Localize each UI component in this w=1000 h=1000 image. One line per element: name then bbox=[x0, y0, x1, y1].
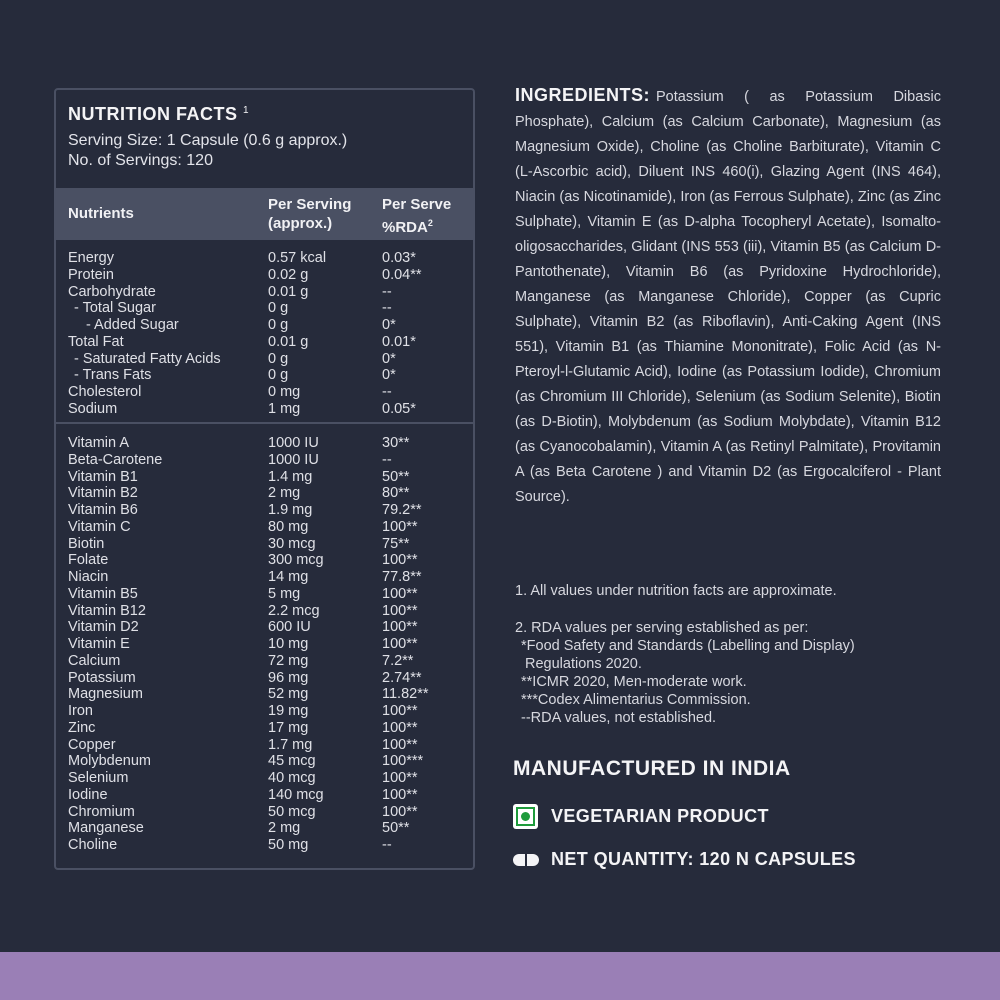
nutrient-rda: 100*** bbox=[382, 753, 424, 770]
footnote-2-line3: **ICMR 2020, Men-moderate work. bbox=[521, 674, 747, 690]
nutrient-name: Sodium bbox=[68, 400, 118, 417]
nutrient-rda: 100** bbox=[382, 602, 418, 619]
nutrient-value: 0.57 kcal bbox=[268, 250, 327, 266]
nutrient-name: Vitamin A bbox=[68, 435, 129, 451]
nutrient-rda: 100** bbox=[382, 619, 418, 636]
table-row bbox=[68, 670, 473, 687]
nutrient-value: 5 mg bbox=[268, 585, 301, 602]
nutrient-name: Calcium bbox=[68, 652, 121, 669]
table-row bbox=[68, 636, 473, 653]
nutrient-name: Potassium bbox=[68, 669, 136, 686]
nutrient-name: Chromium bbox=[68, 803, 135, 820]
footnote-2 bbox=[515, 619, 955, 727]
table-row bbox=[68, 351, 473, 368]
table-row bbox=[68, 267, 473, 284]
nutrient-rda: 50** bbox=[382, 820, 410, 837]
net-quantity bbox=[513, 849, 856, 870]
nutrient-name: Copper bbox=[68, 736, 116, 753]
nutrient-value: 0 g bbox=[268, 367, 289, 384]
nutrient-value: 300 mcg bbox=[268, 552, 324, 569]
table-row bbox=[68, 250, 473, 267]
nutrient-rda: 100** bbox=[382, 803, 418, 820]
nutrient-rda: 0.01* bbox=[382, 333, 416, 350]
table-row bbox=[68, 770, 473, 787]
nutrient-value: 0 g bbox=[268, 317, 289, 333]
nutrient-value: 0.01 g bbox=[268, 333, 309, 350]
macro-nutrients-group bbox=[56, 240, 473, 424]
nutrient-name: Energy bbox=[68, 250, 114, 266]
nutrient-value: 14 mg bbox=[268, 569, 309, 585]
header-per-serving bbox=[268, 195, 351, 233]
header-rda-line1: Per Serve bbox=[382, 196, 452, 213]
vegetarian-product bbox=[513, 804, 769, 829]
nutrient-value: 1.9 mg bbox=[268, 502, 313, 518]
table-row bbox=[68, 703, 473, 720]
nutrient-value: 600 IU bbox=[268, 619, 311, 636]
nutrition-header bbox=[56, 90, 473, 188]
nutrient-value: 0 g bbox=[268, 300, 289, 317]
nutrient-rda: 100** bbox=[382, 703, 418, 719]
nutrient-value: 1 mg bbox=[268, 400, 301, 417]
table-row bbox=[68, 720, 473, 737]
capsule-icon bbox=[513, 854, 539, 866]
nutrient-value: 0 mg bbox=[268, 384, 301, 400]
nutrient-name: Vitamin D2 bbox=[68, 619, 139, 636]
table-row bbox=[68, 603, 473, 620]
table-row bbox=[68, 367, 473, 384]
nutrient-value: 140 mcg bbox=[268, 786, 324, 803]
nutrient-name: Vitamin B5 bbox=[68, 585, 138, 602]
nutrient-value: 0.02 g bbox=[268, 266, 309, 283]
nutrient-rda: -- bbox=[382, 451, 392, 468]
title-footnote: 1 bbox=[243, 105, 250, 116]
table-row bbox=[68, 820, 473, 837]
nutrient-name: Vitamin B2 bbox=[68, 485, 138, 502]
nutrient-rda: 100** bbox=[382, 636, 418, 652]
nutrient-rda: 80** bbox=[382, 485, 410, 502]
nutrient-name: - Trans Fats bbox=[74, 367, 152, 384]
nutrient-name: Vitamin B6 bbox=[68, 502, 138, 518]
manufactured-in-india: MANUFACTURED IN INDIA bbox=[513, 757, 791, 780]
ingredients-text: Potassium ( as Potassium Dibasic Phosphate), Calcium (as Calcium Carbonate), Magnesium (as Magnesium Oxide), Choline (as Choline Barbiturate), Vitamin C (L-Ascorbic acid), Diluent INS 460(i), Glazing Agent (INS 464), Niacin (as Nicotinamide), Iron (as Ferrous Sulphate), Zinc (as Zinc Sulphate), Vitamin E (as D-alpha Tocopheryl Acetate), Isomalto-oligosaccharides, Glidant (INS 553 (iii), Vitamin B5 (as Calcium D-Pantothenate), Vitamin B6 (as Pyridoxine Hydrochloride), Manganese (as Manganese Chloride), Copper (as Cupric Sulphate), Vitamin B2 (as Riboflavin), Anti-Caking Agent (INS 551), Vitamin B1 (as Thiamine Mononitrate), Folic Acid (as N-Pteroyl-l-Glutamic Acid), Iodine (as Potassium Iodide), Chromium (as Chromium III Chloride), Selenium (as Sodium Selenite), Biotin (as D-Biotin), Molybdenum (as Sodium Molybdate), Vitamin B12 (as Cyanocobalamin), Vitamin A (as Retinyl Palmitate), Provitamin A (as Beta Carotene ) and Vitamin D2 (as Ergocalciferol - Plant Source). bbox=[515, 89, 941, 505]
nutrient-value: 80 mg bbox=[268, 518, 309, 535]
table-row bbox=[68, 837, 473, 854]
table-row bbox=[68, 300, 473, 317]
nutrient-rda: 75** bbox=[382, 535, 410, 552]
nutrient-value: 52 mg bbox=[268, 686, 309, 703]
nutrient-name: Total Fat bbox=[68, 333, 124, 350]
nutrient-rda: 0* bbox=[382, 317, 396, 333]
nutrient-rda: 0.03* bbox=[382, 250, 416, 266]
nutrient-rda: 77.8** bbox=[382, 569, 422, 585]
nutrient-rda: 100** bbox=[382, 585, 418, 602]
header-rda-line2 bbox=[382, 214, 451, 237]
nutrient-value: 0 g bbox=[268, 350, 289, 367]
table-row bbox=[68, 619, 473, 636]
header-rda bbox=[382, 195, 451, 237]
nutrition-table-header bbox=[56, 188, 473, 240]
header-nutrients: Nutrients bbox=[68, 205, 134, 222]
nutrient-rda: 100** bbox=[382, 518, 418, 535]
nutrition-title-text: NUTRITION FACTS bbox=[68, 104, 238, 124]
table-row bbox=[68, 586, 473, 603]
nutrient-value: 50 mg bbox=[268, 837, 309, 853]
nutrient-value: 0.01 g bbox=[268, 283, 309, 300]
ingredients-label: INGREDIENTS: bbox=[515, 85, 651, 105]
footnote-2-line5: --RDA values, not established. bbox=[521, 710, 717, 726]
nutrient-value: 2.2 mcg bbox=[268, 602, 320, 619]
nutrient-name: Cholesterol bbox=[68, 384, 142, 400]
header-per-serving-line1: Per Serving bbox=[268, 196, 352, 213]
nutrient-name: Biotin bbox=[68, 535, 105, 552]
nutrient-name: Vitamin B1 bbox=[68, 468, 138, 485]
nutrient-rda: 100** bbox=[382, 770, 418, 786]
nutrient-value: 40 mcg bbox=[268, 770, 316, 786]
table-row bbox=[68, 787, 473, 804]
nutrient-value: 72 mg bbox=[268, 652, 309, 669]
table-row bbox=[68, 452, 473, 469]
footnote-2-line2: Regulations 2020. bbox=[525, 656, 642, 672]
nutrient-value: 1000 IU bbox=[268, 451, 319, 468]
rda-footnote: 2 bbox=[427, 218, 433, 228]
nutrient-name: Vitamin E bbox=[68, 636, 130, 652]
nutrient-name: Iron bbox=[68, 703, 93, 719]
table-row bbox=[68, 519, 473, 536]
nutrient-name: Folate bbox=[68, 552, 109, 569]
table-row bbox=[68, 485, 473, 502]
nutrient-rda: -- bbox=[382, 283, 392, 300]
nutrient-value: 1000 IU bbox=[268, 435, 319, 451]
table-row bbox=[68, 469, 473, 486]
table-row bbox=[68, 384, 473, 401]
table-row bbox=[68, 401, 473, 418]
table-row bbox=[68, 435, 473, 452]
nutrient-rda: 7.2** bbox=[382, 652, 414, 669]
nutrient-value: 96 mg bbox=[268, 669, 309, 686]
nutrient-value: 17 mg bbox=[268, 719, 309, 736]
nutrient-name: Magnesium bbox=[68, 686, 143, 703]
nutrient-rda: -- bbox=[382, 837, 392, 853]
vegetarian-label: VEGETARIAN PRODUCT bbox=[551, 806, 769, 826]
nutrient-name: - Saturated Fatty Acids bbox=[74, 350, 221, 367]
footnote-2-line4: ***Codex Alimentarius Commission. bbox=[521, 692, 751, 708]
nutrient-name: Zinc bbox=[68, 719, 96, 736]
table-row bbox=[68, 804, 473, 821]
nutrient-rda: 0* bbox=[382, 367, 396, 384]
nutrient-name: - Added Sugar bbox=[86, 317, 179, 333]
table-row bbox=[68, 536, 473, 553]
table-row bbox=[68, 552, 473, 569]
table-row bbox=[68, 334, 473, 351]
nutrient-rda: 100** bbox=[382, 719, 418, 736]
header-per-serving-line2: (approx.) bbox=[268, 215, 333, 232]
nutrient-rda: -- bbox=[382, 300, 392, 317]
footnote-2-title: 2. RDA values per serving established as per: bbox=[515, 620, 809, 636]
table-row bbox=[68, 502, 473, 519]
nutrition-title bbox=[68, 104, 461, 125]
nutrient-value: 30 mcg bbox=[268, 535, 316, 552]
nutrient-value: 1.4 mg bbox=[268, 468, 313, 485]
net-quantity-label: NET QUANTITY: 120 N CAPSULES bbox=[551, 849, 856, 869]
nutrient-name: Choline bbox=[68, 837, 118, 853]
nutrient-rda: 2.74** bbox=[382, 669, 422, 686]
nutrient-value: 2 mg bbox=[268, 485, 301, 502]
nutrition-facts-panel bbox=[54, 88, 475, 870]
nutrient-value: 50 mcg bbox=[268, 803, 316, 820]
nutrient-rda: 0* bbox=[382, 350, 396, 367]
nutrient-name: Protein bbox=[68, 266, 114, 283]
nutrient-name: Carbohydrate bbox=[68, 283, 156, 300]
nutrient-rda: 0.05* bbox=[382, 400, 416, 417]
nutrient-name: - Total Sugar bbox=[74, 300, 156, 317]
micro-nutrients-group bbox=[56, 424, 473, 854]
footnote-2-line1: *Food Safety and Standards (Labelling and Display) bbox=[521, 638, 855, 654]
header-rda-line2-text: %RDA bbox=[382, 219, 428, 236]
nutrient-rda: 0.04** bbox=[382, 266, 422, 283]
table-row bbox=[68, 653, 473, 670]
table-row bbox=[68, 284, 473, 301]
nutrient-rda: 100** bbox=[382, 786, 418, 803]
ingredients-block bbox=[515, 83, 941, 510]
table-row bbox=[68, 753, 473, 770]
nutrient-rda: 30** bbox=[382, 435, 410, 451]
table-row bbox=[68, 686, 473, 703]
nutrient-name: Beta-Carotene bbox=[68, 451, 163, 468]
nutrient-name: Selenium bbox=[68, 770, 129, 786]
serving-size: Serving Size: 1 Capsule (0.6 g approx.) bbox=[68, 132, 348, 149]
nutrient-value: 45 mcg bbox=[268, 753, 316, 770]
nutrient-rda: 100** bbox=[382, 736, 418, 753]
nutrient-rda: 50** bbox=[382, 468, 410, 485]
table-row bbox=[68, 569, 473, 586]
table-row bbox=[68, 737, 473, 754]
nutrient-value: 10 mg bbox=[268, 636, 309, 652]
nutrient-rda: 100** bbox=[382, 552, 418, 569]
bottom-color-band bbox=[0, 952, 1000, 1000]
nutrient-value: 1.7 mg bbox=[268, 736, 313, 753]
footnote-1: 1. All values under nutrition facts are approximate. bbox=[515, 583, 837, 599]
nutrient-name: Iodine bbox=[68, 786, 108, 803]
nutrient-rda: 11.82** bbox=[382, 686, 429, 703]
nutrient-name: Manganese bbox=[68, 820, 144, 837]
veg-mark-icon bbox=[513, 804, 538, 829]
nutrient-name: Vitamin C bbox=[68, 518, 131, 535]
nutrient-name: Niacin bbox=[68, 569, 109, 585]
table-row bbox=[68, 317, 473, 334]
nutrient-name: Vitamin B12 bbox=[68, 602, 146, 619]
nutrient-rda: 79.2** bbox=[382, 502, 422, 518]
nutrient-value: 2 mg bbox=[268, 820, 301, 837]
nutrient-name: Molybdenum bbox=[68, 753, 152, 770]
nutrient-value: 19 mg bbox=[268, 703, 309, 719]
servings-count: No. of Servings: 120 bbox=[68, 152, 213, 169]
nutrient-rda: -- bbox=[382, 384, 392, 400]
